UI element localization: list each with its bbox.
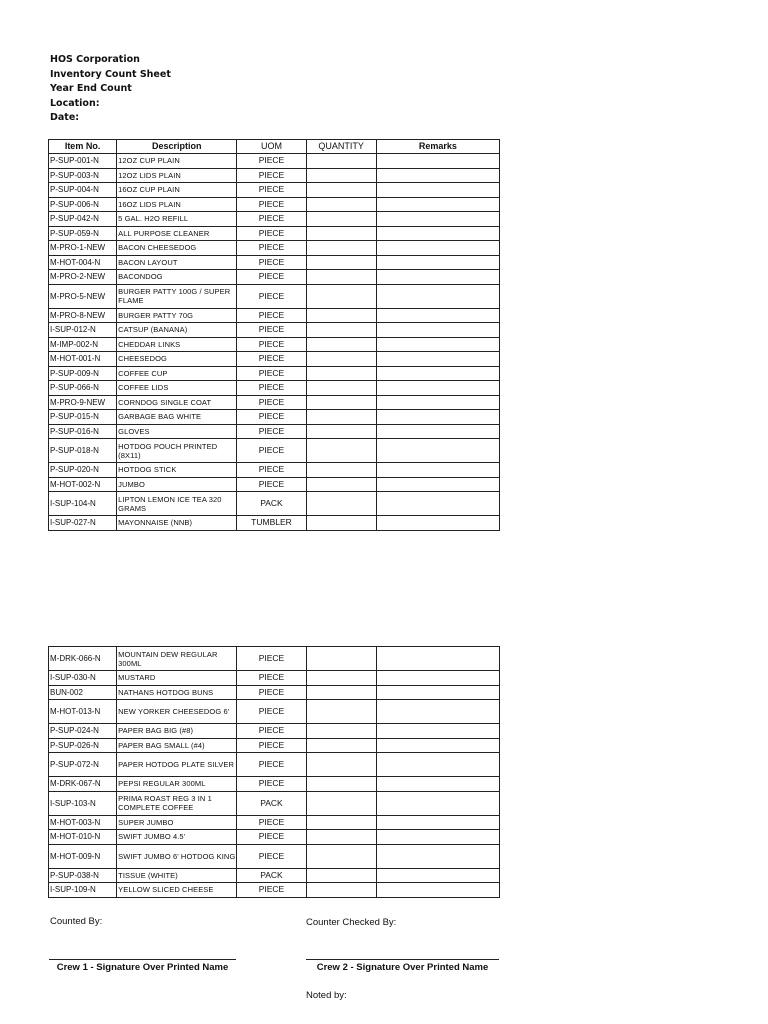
table-row [49, 323, 500, 338]
table-row [49, 424, 500, 439]
item-code: M-PRO-2-NEW [49, 270, 117, 285]
remarks-cell[interactable] [376, 516, 499, 531]
item-description: YELLOW SLICED CHEESE [117, 883, 237, 898]
table-row [49, 226, 500, 241]
item-uom: PIECE [237, 700, 306, 724]
item-description: BACON LAYOUT [117, 255, 237, 270]
item-description: HOTDOG POUCH PRINTED (8X11) [117, 439, 237, 463]
item-uom: PIECE [237, 154, 306, 169]
item-description: 12OZ LIDS PLAIN [117, 168, 237, 183]
item-uom: PIECE [237, 439, 306, 463]
item-uom: PIECE [237, 352, 306, 367]
table-row [49, 647, 500, 671]
remarks-cell[interactable] [376, 777, 499, 792]
item-uom: PIECE [237, 323, 306, 338]
item-uom: PIECE [237, 647, 306, 671]
table-row [49, 154, 500, 169]
table-row [49, 492, 500, 516]
remarks-cell[interactable] [376, 477, 499, 492]
table-row [49, 791, 500, 815]
item-code: P-SUP-003-N [49, 168, 117, 183]
remarks-cell[interactable] [376, 883, 499, 898]
quantity-cell[interactable] [306, 516, 376, 531]
item-code: M-PRO-8-NEW [49, 308, 117, 323]
counted-by-label: Counted By: [50, 916, 103, 927]
item-uom: TUMBLER [237, 516, 306, 531]
item-code: P-SUP-015-N [49, 410, 117, 425]
remarks-cell[interactable] [376, 830, 499, 845]
item-code: I-SUP-030-N [49, 671, 117, 686]
remarks-cell[interactable] [376, 753, 499, 777]
table-row [49, 381, 500, 396]
quantity-cell[interactable] [306, 197, 376, 212]
table-row [49, 724, 500, 739]
table-row [49, 308, 500, 323]
remarks-cell[interactable] [376, 395, 499, 410]
item-description: PAPER BAG BIG (#8) [117, 724, 237, 739]
remarks-cell[interactable] [376, 284, 499, 308]
item-description: CORNDOG SINGLE COAT [117, 395, 237, 410]
item-description: SUPER JUMBO [117, 815, 237, 830]
item-code: M-HOT-003-N [49, 815, 117, 830]
quantity-cell[interactable] [306, 844, 376, 868]
quantity-cell[interactable] [306, 337, 376, 352]
item-uom: PIECE [237, 777, 306, 792]
remarks-cell[interactable] [376, 815, 499, 830]
table-row [49, 395, 500, 410]
remarks-cell[interactable] [376, 700, 499, 724]
table-row [49, 685, 500, 700]
item-uom: PIECE [237, 308, 306, 323]
item-uom: PIECE [237, 255, 306, 270]
table-row [49, 777, 500, 792]
quantity-cell[interactable] [306, 154, 376, 169]
crew2-signature-label: Crew 2 - Signature Over Printed Name [316, 962, 489, 973]
item-code: M-PRO-1-NEW [49, 241, 117, 256]
item-description: BACONDOG [117, 270, 237, 285]
item-code: P-SUP-072-N [49, 753, 117, 777]
remarks-cell[interactable] [376, 463, 499, 478]
item-description: 5 GAL. H2O REFILL [117, 212, 237, 227]
table-row [49, 352, 500, 367]
item-code: P-SUP-001-N [49, 154, 117, 169]
remarks-cell[interactable] [376, 323, 499, 338]
quantity-cell[interactable] [306, 724, 376, 739]
table-row [49, 477, 500, 492]
inventory-table-1 [48, 139, 500, 531]
quantity-cell[interactable] [306, 439, 376, 463]
remarks-cell[interactable] [376, 439, 499, 463]
quantity-cell[interactable] [306, 366, 376, 381]
remarks-cell[interactable] [376, 381, 499, 396]
quantity-cell[interactable] [306, 241, 376, 256]
item-description: 16OZ LIDS PLAIN [117, 197, 237, 212]
table-row [49, 255, 500, 270]
item-code: M-DRK-066-N [49, 647, 117, 671]
quantity-cell[interactable] [306, 308, 376, 323]
remarks-cell[interactable] [376, 168, 499, 183]
remarks-cell[interactable] [376, 352, 499, 367]
quantity-cell[interactable] [306, 830, 376, 845]
checked-by-label: Counter Checked By: [306, 917, 397, 928]
item-uom: PIECE [237, 212, 306, 227]
header-uom: UOM [237, 140, 306, 154]
item-description: BACON CHEESEDOG [117, 241, 237, 256]
crew2-signature-line [306, 959, 499, 960]
remarks-cell[interactable] [376, 212, 499, 227]
quantity-cell[interactable] [306, 492, 376, 516]
quantity-cell[interactable] [306, 685, 376, 700]
table-row [49, 830, 500, 845]
table-row [49, 168, 500, 183]
item-uom: PIECE [237, 738, 306, 753]
item-code: P-SUP-024-N [49, 724, 117, 739]
item-code: M-DRK-067-N [49, 777, 117, 792]
quantity-cell[interactable] [306, 381, 376, 396]
item-description: LIPTON LEMON ICE TEA 320 GRAMS [117, 492, 237, 516]
quantity-cell[interactable] [306, 777, 376, 792]
item-description: SWIFT JUMBO 6' HOTDOG KING [117, 844, 237, 868]
quantity-cell[interactable] [306, 753, 376, 777]
table-row [49, 270, 500, 285]
table-row [49, 284, 500, 308]
item-description: BURGER PATTY 100G / SUPER FLAME [117, 284, 237, 308]
item-uom: PIECE [237, 366, 306, 381]
remarks-cell[interactable] [376, 226, 499, 241]
item-uom: PIECE [237, 337, 306, 352]
item-description: GARBAGE BAG WHITE [117, 410, 237, 425]
remarks-cell[interactable] [376, 410, 499, 425]
remarks-cell[interactable] [376, 424, 499, 439]
item-code: P-SUP-059-N [49, 226, 117, 241]
item-description: 12OZ CUP PLAIN [117, 154, 237, 169]
item-code: P-SUP-042-N [49, 212, 117, 227]
item-description: CHEDDAR LINKS [117, 337, 237, 352]
item-code: P-SUP-020-N [49, 463, 117, 478]
quantity-cell[interactable] [306, 463, 376, 478]
item-description: HOTDOG STICK [117, 463, 237, 478]
remarks-cell[interactable] [376, 724, 499, 739]
item-code: M-HOT-002-N [49, 477, 117, 492]
item-description: CATSUP (BANANA) [117, 323, 237, 338]
item-uom: PIECE [237, 183, 306, 198]
quantity-cell[interactable] [306, 477, 376, 492]
item-code: I-SUP-027-N [49, 516, 117, 531]
item-uom: PIECE [237, 226, 306, 241]
table-row [49, 815, 500, 830]
item-uom: PIECE [237, 197, 306, 212]
item-code: P-SUP-018-N [49, 439, 117, 463]
table-row [49, 753, 500, 777]
table-row [49, 671, 500, 686]
item-description: SWIFT JUMBO 4.5' [117, 830, 237, 845]
remarks-cell[interactable] [376, 255, 499, 270]
location-label: Location: [50, 97, 100, 109]
item-description: BURGER PATTY 70G [117, 308, 237, 323]
item-description: COFFEE CUP [117, 366, 237, 381]
remarks-cell[interactable] [376, 492, 499, 516]
item-uom: PIECE [237, 395, 306, 410]
item-uom: PIECE [237, 241, 306, 256]
item-code: M-HOT-009-N [49, 844, 117, 868]
item-code: P-SUP-026-N [49, 738, 117, 753]
table-row [49, 868, 500, 883]
item-uom: PACK [237, 868, 306, 883]
table-row [49, 183, 500, 198]
table-row [49, 337, 500, 352]
sheet-title: Inventory Count Sheet [50, 68, 171, 80]
item-description: COFFEE LIDS [117, 381, 237, 396]
quantity-cell[interactable] [306, 255, 376, 270]
item-description: PRIMA ROAST REG 3 IN 1 COMPLETE COFFEE [117, 791, 237, 815]
table-header-row [49, 140, 500, 154]
item-code: M-HOT-010-N [49, 830, 117, 845]
quantity-cell[interactable] [306, 226, 376, 241]
item-uom: PIECE [237, 671, 306, 686]
item-description: 16OZ CUP PLAIN [117, 183, 237, 198]
quantity-cell[interactable] [306, 868, 376, 883]
table-row [49, 844, 500, 868]
item-uom: PIECE [237, 270, 306, 285]
table-row [49, 700, 500, 724]
item-code: P-SUP-004-N [49, 183, 117, 198]
header-remarks: Remarks [376, 140, 499, 154]
item-code: M-HOT-013-N [49, 700, 117, 724]
item-uom: PIECE [237, 477, 306, 492]
item-description: CHEESEDOG [117, 352, 237, 367]
item-code: P-SUP-006-N [49, 197, 117, 212]
remarks-cell[interactable] [376, 685, 499, 700]
item-description: PAPER HOTDOG PLATE SILVER [117, 753, 237, 777]
header-item-no: Item No. [49, 140, 117, 154]
crew1-signature-label: Crew 1 - Signature Over Printed Name [56, 962, 229, 973]
item-code: I-SUP-103-N [49, 791, 117, 815]
table-row [49, 197, 500, 212]
item-code: P-SUP-066-N [49, 381, 117, 396]
quantity-cell[interactable] [306, 738, 376, 753]
remarks-cell[interactable] [376, 270, 499, 285]
header-description: Description [117, 140, 237, 154]
item-uom: PIECE [237, 753, 306, 777]
table-row [49, 738, 500, 753]
sheet-header [50, 53, 171, 126]
item-code: BUN-002 [49, 685, 117, 700]
item-description: ALL PURPOSE CLEANER [117, 226, 237, 241]
item-description: MAYONNAISE (NNB) [117, 516, 237, 531]
table-row [49, 463, 500, 478]
table-row [49, 883, 500, 898]
item-uom: PIECE [237, 724, 306, 739]
quantity-cell[interactable] [306, 168, 376, 183]
remarks-cell[interactable] [376, 844, 499, 868]
remarks-cell[interactable] [376, 868, 499, 883]
quantity-cell[interactable] [306, 410, 376, 425]
quantity-cell[interactable] [306, 323, 376, 338]
item-description: MUSTARD [117, 671, 237, 686]
remarks-cell[interactable] [376, 197, 499, 212]
item-uom: PIECE [237, 381, 306, 396]
item-code: I-SUP-109-N [49, 883, 117, 898]
item-description: GLOVES [117, 424, 237, 439]
remarks-cell[interactable] [376, 647, 499, 671]
quantity-cell[interactable] [306, 791, 376, 815]
remarks-cell[interactable] [376, 337, 499, 352]
item-description: MOUNTAIN DEW REGULAR 300ML [117, 647, 237, 671]
remarks-cell[interactable] [376, 183, 499, 198]
item-uom: PIECE [237, 424, 306, 439]
item-uom: PIECE [237, 815, 306, 830]
item-description: JUMBO [117, 477, 237, 492]
item-uom: PIECE [237, 830, 306, 845]
item-description: PAPER BAG SMALL (#4) [117, 738, 237, 753]
inventory-table-2 [48, 646, 500, 898]
remarks-cell[interactable] [376, 241, 499, 256]
quantity-cell[interactable] [306, 883, 376, 898]
quantity-cell[interactable] [306, 424, 376, 439]
remarks-cell[interactable] [376, 671, 499, 686]
item-code: M-HOT-001-N [49, 352, 117, 367]
remarks-cell[interactable] [376, 738, 499, 753]
item-code: I-SUP-012-N [49, 323, 117, 338]
sheet-subtitle: Year End Count [50, 83, 132, 94]
item-uom: PIECE [237, 685, 306, 700]
quantity-cell[interactable] [306, 815, 376, 830]
item-uom: PACK [237, 492, 306, 516]
quantity-cell[interactable] [306, 671, 376, 686]
quantity-cell[interactable] [306, 395, 376, 410]
quantity-cell[interactable] [306, 183, 376, 198]
remarks-cell[interactable] [376, 154, 499, 169]
item-uom: PIECE [237, 410, 306, 425]
item-code: M-PRO-9-NEW [49, 395, 117, 410]
remarks-cell[interactable] [376, 308, 499, 323]
item-description: PEPSI REGULAR 300ML [117, 777, 237, 792]
table-row [49, 366, 500, 381]
item-uom: PIECE [237, 463, 306, 478]
remarks-cell[interactable] [376, 366, 499, 381]
item-code: I-SUP-104-N [49, 492, 117, 516]
item-description: NATHANS HOTDOG BUNS [117, 685, 237, 700]
quantity-cell[interactable] [306, 352, 376, 367]
item-uom: PIECE [237, 844, 306, 868]
item-code: P-SUP-016-N [49, 424, 117, 439]
item-description: TISSUE (WHITE) [117, 868, 237, 883]
remarks-cell[interactable] [376, 791, 499, 815]
company-name: HOS Corporation [50, 54, 140, 65]
table-row [49, 241, 500, 256]
item-code: P-SUP-038-N [49, 868, 117, 883]
item-uom: PIECE [237, 284, 306, 308]
quantity-cell[interactable] [306, 212, 376, 227]
quantity-cell[interactable] [306, 270, 376, 285]
item-uom: PIECE [237, 883, 306, 898]
item-code: M-HOT-004-N [49, 255, 117, 270]
quantity-cell[interactable] [306, 284, 376, 308]
date-label: Date: [50, 112, 80, 123]
item-code: P-SUP-009-N [49, 366, 117, 381]
header-quantity: QUANTITY [306, 140, 376, 154]
quantity-cell[interactable] [306, 647, 376, 671]
item-code: M-PRO-5-NEW [49, 284, 117, 308]
item-description: NEW YORKER CHEESEDOG 6' [117, 700, 237, 724]
crew1-signature-line [49, 959, 236, 960]
quantity-cell[interactable] [306, 700, 376, 724]
item-uom: PIECE [237, 168, 306, 183]
table-row [49, 410, 500, 425]
table-row [49, 212, 500, 227]
table-row [49, 439, 500, 463]
noted-by-label: Noted by: [306, 990, 347, 1001]
item-uom: PACK [237, 791, 306, 815]
item-code: M-IMP-002-N [49, 337, 117, 352]
table-row [49, 516, 500, 531]
